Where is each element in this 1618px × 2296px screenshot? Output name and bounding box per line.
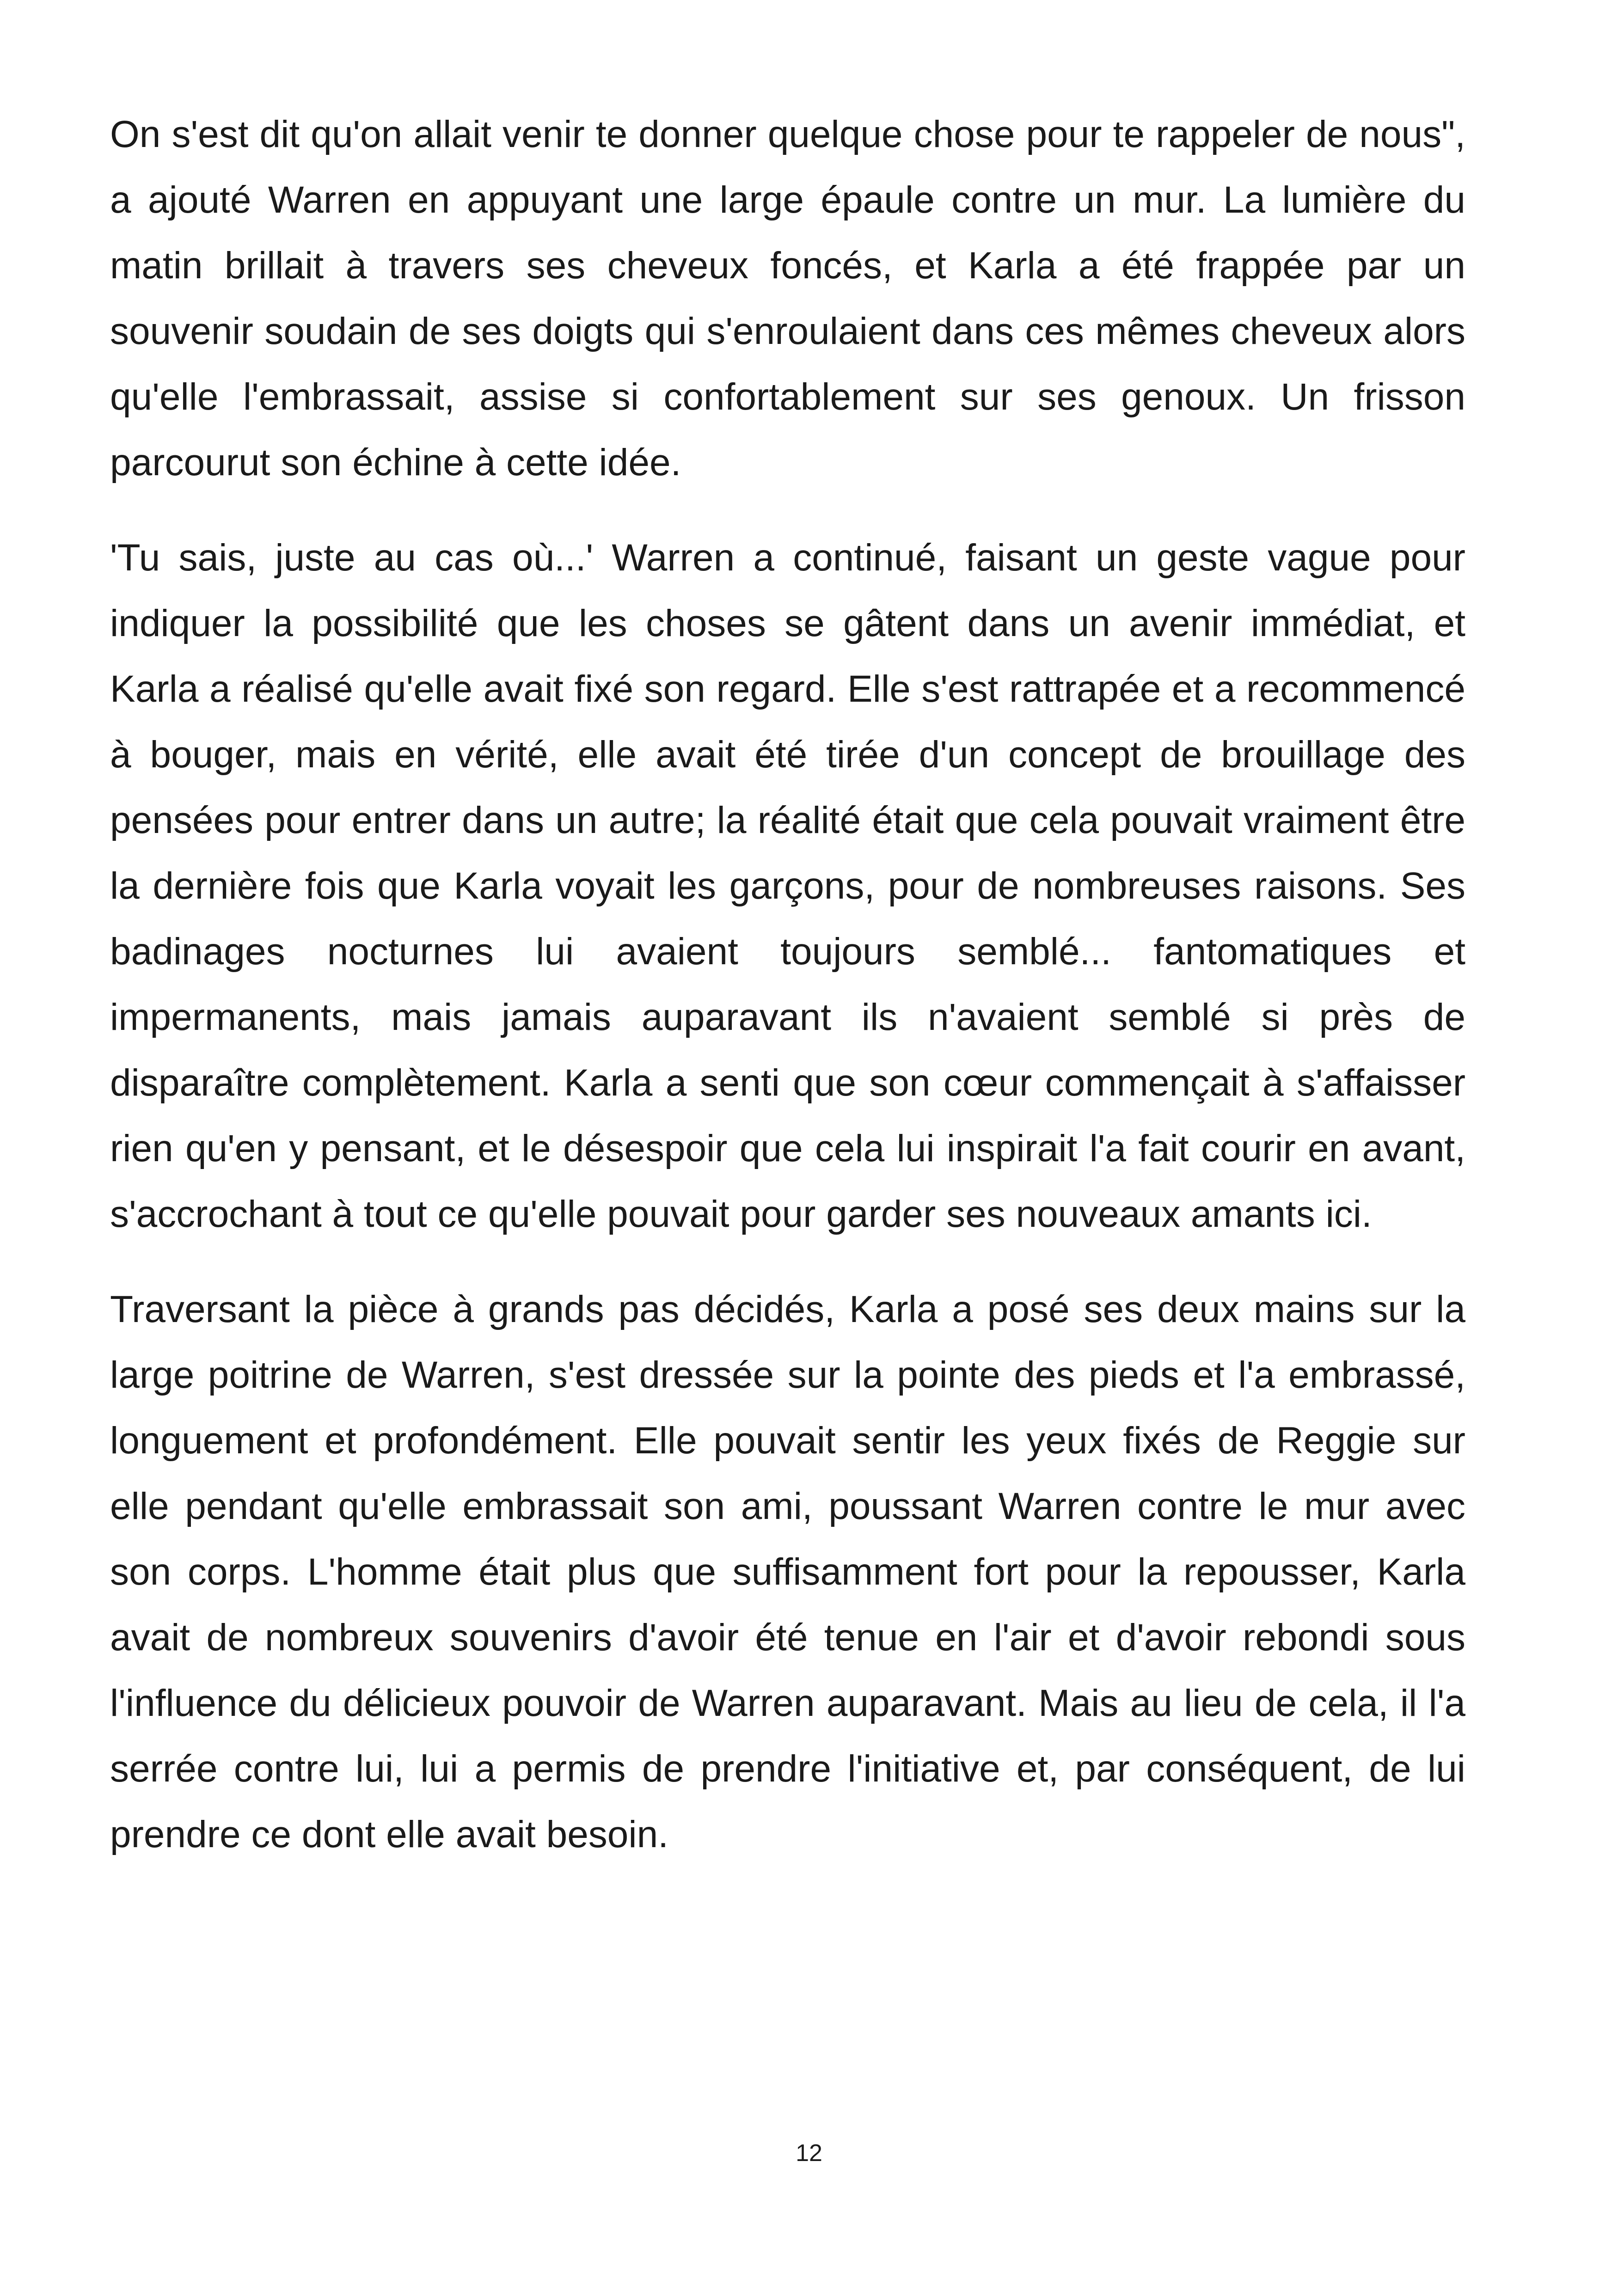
paragraph-3: Traversant la pièce à grands pas décidés, Karla a posé ses deux mains sur la large poitrine de Warren, s'est dressée sur la pointe des pieds et l'a embrassé, longuement et profondément. Elle pouvait sentir les yeux fixés de Reggie sur elle pendant qu'elle embrassait son ami, poussant Warren contre le mur avec son corps. L'homme était plus que suffisamment fort pour la repousser, Karla avait de nombreux souvenirs d'avoir été tenue en l'air et d'avoir rebondi sous l'influence du délicieux pouvoir de Warren auparavant. Mais au lieu de cela, il l'a serrée contre lui, lui a permis de prendre l'initiative et, par conséquent, de lui prendre ce dont elle avait besoin. — [110, 1288, 1465, 1855]
paragraph-2: 'Tu sais, juste au cas où...' Warren a continué, faisant un geste vague pour indiquer la possibilité que les choses se gâtent dans un avenir immédiat, et Karla a réalisé qu'elle avait fixé son regard. Elle s'est rattrapée et a recommencé à bouger, mais en vérité, elle avait été tirée d'un concept de brouillage des pensées pour entrer dans un autre; la réalité était que cela pouvait vraiment être la dernière fois que Karla voyait les garçons, pour de nombreuses raisons. Ses badinages nocturnes lui avaient toujours semblé... fantomatiques et impermanents, mais jamais auparavant ils n'avaient semblé si près de disparaître complètement. Karla a senti que son cœur commençait à s'affaisser rien qu'en y pensant, et le désespoir que cela lui inspirait l'a fait courir en avant, s'accrochant à tout ce qu'elle pouvait pour garder ses nouveaux amants ici. — [110, 537, 1465, 1235]
page-number: 12 — [796, 2140, 822, 2167]
paragraph-1: On s'est dit qu'on allait venir te donner quelque chose pour te rappeler de nous", a ajouté Warren en appuyant une large épaule contre un mur. La lumière du matin brillait à travers ses cheveux foncés, et Karla a été frappée par un souvenir soudain de ses doigts qui s'enroulaient dans ces mêmes cheveux alors qu'elle l'embrassait, assise si confortablement sur ses genoux. Un frisson parcourut son échine à cette idée. — [110, 113, 1465, 484]
body-text — [110, 102, 1465, 1897]
